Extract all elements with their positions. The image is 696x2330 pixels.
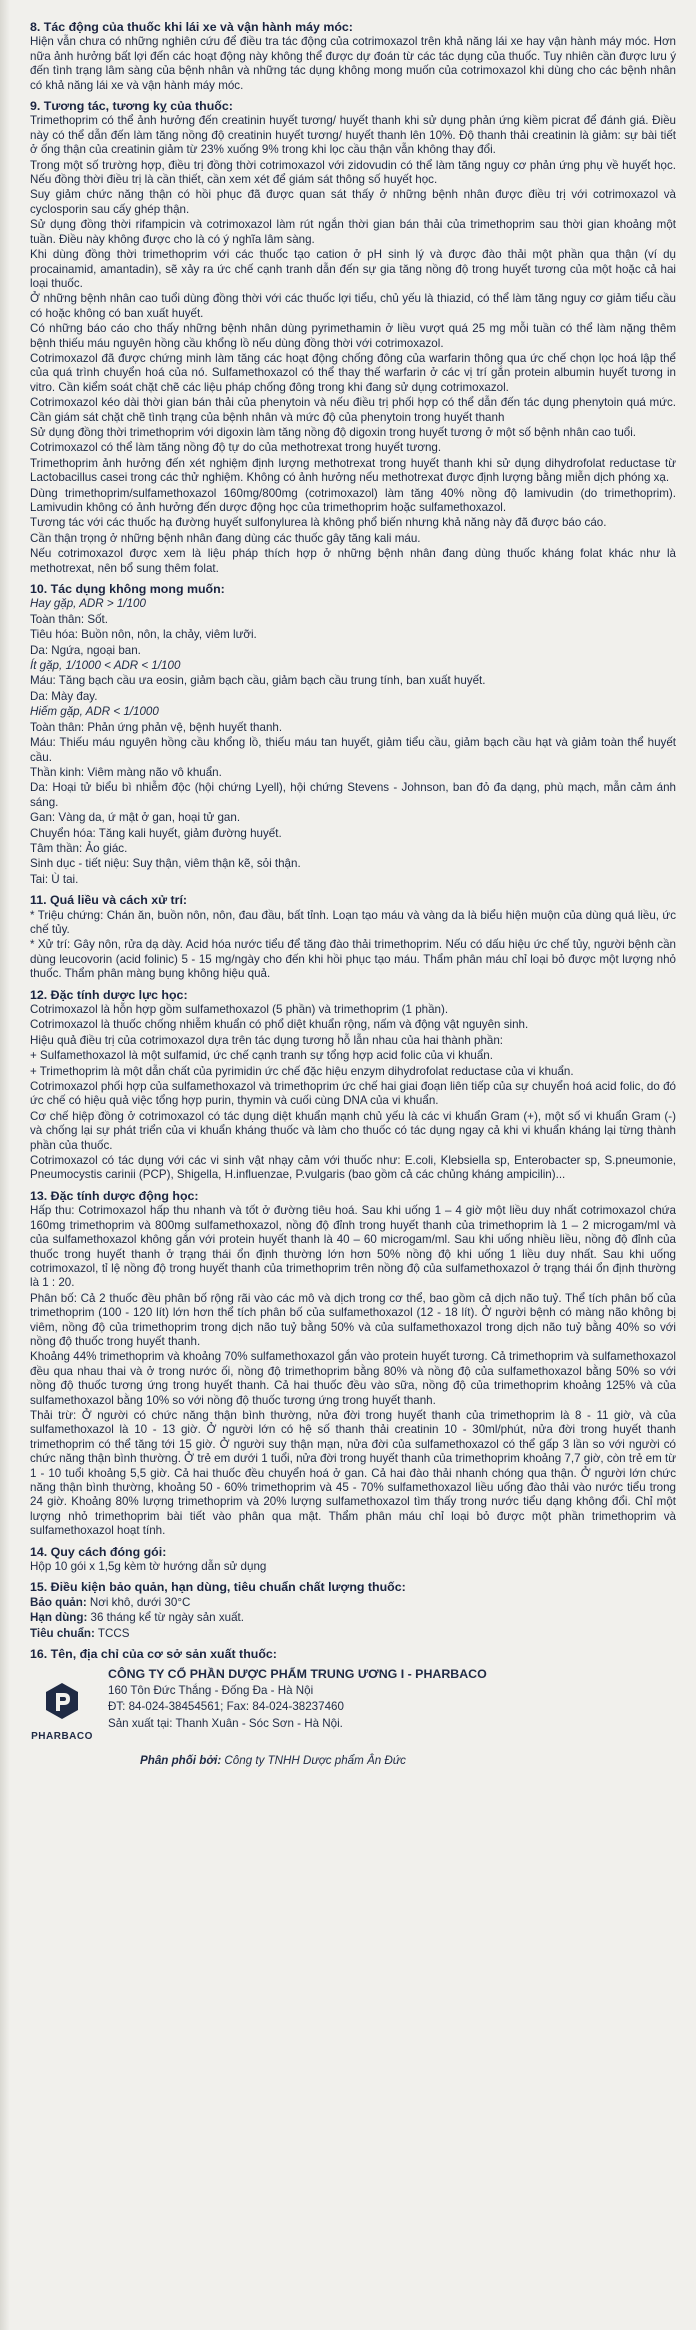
section-14-body: Hộp 10 gói x 1,5g kèm tờ hướng dẫn sử dụng bbox=[30, 1560, 267, 1574]
section-10-body bbox=[30, 597, 676, 887]
s10-paragraph: Sinh dục - tiết niệu: Suy thận, viêm thận kẽ, sỏi thận. bbox=[30, 857, 301, 871]
s12-paragraph: Cotrimoxazol là hỗn hợp gồm sulfamethoxazol (5 phần) và trimethoprim (1 phần). bbox=[30, 1003, 449, 1016]
storage-label: Bảo quản: bbox=[30, 1595, 87, 1609]
s12-paragraph: Cơ chế hiệp đồng ở cotrimoxazol có tác dụng diệt khuẩn mạnh chủ yếu là các vi khuẩn Gram (+), một số vi khuẩn Gram (-) và chống lại sự phát triển của vi khuẩn kháng thuốc và làm cho thuốc có tác dụng ngay cả khi vi khuẩn kháng lại từng thành phần của thuốc. bbox=[30, 1109, 676, 1152]
s9-paragraph: Cotrimoxazol đã được chứng minh làm tăng các hoạt động chống đông của warfarin thông qua ức chế chọn lọc hoá lập thể của quá trình chuyển hoá của nó. Sulfamethoxazol có thể thay thế warfarin ở các vị trí gắn protein albumin huyết tương in vitro. Cần kiểm soát chặt chẽ các liệu pháp chống đông trong khi đang sử dụng cotrimoxazol. bbox=[30, 351, 676, 394]
s10-paragraph: Tai: Ù tai. bbox=[30, 872, 79, 886]
s10-paragraph: Toàn thân: Phản ứng phản vệ, bệnh huyết thanh. bbox=[30, 720, 283, 734]
s9-paragraph: Trong một số trường hợp, điều trị đồng thời cotrimoxazol với zidovudin có thể làm tăng nguy cơ phản ứng phụ về huyết học. Nếu đồng thời điều trị là cần thiết, cần xem xét để giám sát thông số huyết học. bbox=[30, 158, 676, 187]
s10-paragraph: Tâm thần: Ảo giác. bbox=[30, 841, 128, 855]
section-9-title: 9. Tương tác, tương kỵ của thuốc: bbox=[30, 99, 233, 114]
section-11-title: 11. Quá liều và cách xử trí: bbox=[30, 893, 188, 908]
s9-paragraph: Trimethoprim ảnh hưởng đến xét nghiệm định lượng methotrexat trong huyết thanh khi sử dụng dihydrofolat reductase từ Lactobacillus casei trong các thử nghiệm. Không có ảnh hưởng nếu methotrexat được định lượng bằng miễn dịch phóng xạ. bbox=[30, 456, 676, 485]
s12-paragraph: Hiệu quả điều trị của cotrimoxazol dựa trên tác dụng tương hỗ lẫn nhau của hai thành phần: bbox=[30, 1033, 504, 1047]
company-name: CÔNG TY CỔ PHẦN DƯỢC PHẨM TRUNG ƯƠNG I - PHARBACO bbox=[108, 1667, 487, 1682]
section-12-title: 12. Đặc tính dược lực học: bbox=[30, 987, 188, 1002]
s9-paragraph: Suy giảm chức năng thận có hồi phục đã được quan sát thấy ở những bệnh nhân được điều trị với cotrimoxazol và cyclosporin sau cấy ghép thận. bbox=[30, 188, 676, 216]
s10-paragraph: Máu: Thiếu máu nguyên hồng cầu khổng lồ, thiếu máu tan huyết, giảm tiểu cầu, giảm bạch cầu hạt và giảm toàn thể huyết cầu. bbox=[30, 736, 676, 764]
company-address: 160 Tôn Đức Thắng - Đống Đa - Hà Nội bbox=[108, 1683, 314, 1697]
section-8-title: 8. Tác động của thuốc khi lái xe và vận hành máy móc: bbox=[30, 20, 353, 34]
s13-paragraph: Phân bố: Cả 2 thuốc đều phân bố rộng rãi vào các mô và dịch trong cơ thể, bao gồm cả dịch não tuỷ. Thể tích phân bố của trimethoprim (100 - 120 lít) lớn hơn thể tích phân bố của sulfamethoxazol (12 - 18 lít). Ở người bệnh có màng não không bị viêm, nồng độ của trimethoprim trong dịch não tuỷ bằng 50% và của sulfamethoxazol trong dịch não tuỷ bằng 40% so với nồng độ thuốc trong huyết thanh. bbox=[30, 1291, 676, 1348]
distributor-line bbox=[140, 1754, 676, 1768]
company-phone: ĐT: 84-024-38454561; Fax: 84-024-38237460 bbox=[108, 1700, 344, 1714]
s9-paragraph: Trimethoprim có thể ảnh hưởng đến creatinin huyết tương/ huyết thanh khi sử dụng phản ứng kiềm picrat để đánh giá. Điều này có thể dẫn đến làm tăng nồng độ creatinin huyết tương/ huyết thanh lên 10%. Độ thanh thải creatinin là giảm: sự bài tiết ở ống thận của creatinin giảm từ 23% xuống 9% trong khi lọc cầu thận vẫn không thay đổi. bbox=[30, 114, 676, 157]
section-13-title: 13. Đặc tính dược động học: bbox=[30, 1188, 199, 1203]
s10-paragraph: Hiếm gặp, ADR < 1/1000 bbox=[30, 705, 159, 719]
section-13-body bbox=[30, 1204, 676, 1538]
section-16-title: 16. Tên, địa chỉ của cơ sở sản xuất thuốc: bbox=[30, 1647, 277, 1662]
s12-paragraph: + Sulfamethoxazol là một sulfamid, ức chế cạnh tranh sự tổng hợp acid folic của vi khuẩn. bbox=[30, 1049, 493, 1063]
pharbaco-logo bbox=[30, 1681, 94, 1744]
company-info bbox=[108, 1667, 676, 1733]
s9-paragraph: Sử dụng đồng thời trimethoprim với digoxin làm tăng nồng độ digoxin trong huyết tương ở một số bệnh nhân cao tuổi. bbox=[30, 425, 637, 439]
s10-paragraph: Ít gặp, 1/1000 < ADR < 1/100 bbox=[30, 659, 181, 673]
pharbaco-logo-icon bbox=[42, 1681, 82, 1721]
s10-paragraph: Tiêu hóa: Buồn nôn, nôn, la chảy, viêm lưỡi. bbox=[30, 628, 257, 642]
s11-paragraph: * Triệu chứng: Chán ăn, buồn nôn, nôn, đau đầu, bất tỉnh. Loạn tạo máu và vàng da là biểu hiện muộn của dùng quá liều, ức chế tủy. bbox=[30, 908, 676, 936]
storage-line bbox=[30, 1596, 676, 1610]
s12-paragraph: Cotrimoxazol là thuốc chống nhiễm khuẩn có phổ diệt khuẩn rộng, nấm và động vật nguyên sinh. bbox=[30, 1018, 529, 1032]
section-11-body bbox=[30, 909, 676, 982]
s10-paragraph: Toàn thân: Sốt. bbox=[30, 612, 108, 626]
distributor-value: Công ty TNHH Dược phẩm Ân Đức bbox=[221, 1754, 406, 1768]
standard-line bbox=[30, 1627, 676, 1641]
s9-paragraph: Sử dụng đồng thời rifampicin và cotrimoxazol làm rút ngắn thời gian bán thải của trimethoprim sau thời gian khoảng một tuần. Điều này không được cho là có ý nghĩa lâm sàng. bbox=[30, 218, 676, 246]
standard-label: Tiêu chuẩn: bbox=[30, 1626, 95, 1640]
section-14-title: 14. Quy cách đóng gói: bbox=[30, 1544, 167, 1559]
section-10-title: 10. Tác dụng không mong muốn: bbox=[30, 582, 225, 597]
s10-paragraph: Máu: Tăng bạch cầu ưa eosin, giảm bạch cầu, giảm bạch cầu trung tính, ban xuất huyết. bbox=[30, 674, 486, 688]
s10-paragraph: Chuyển hóa: Tăng kali huyết, giảm đường huyết. bbox=[30, 826, 282, 840]
s9-paragraph: Dùng trimethoprim/sulfamethoxazol 160mg/800mg (cotrimoxazol) làm tăng 40% nồng độ lamivudin (do trimethoprim). Lamivudin không có ảnh hưởng đến dược động học của trimethoprim hoặc sulfamethoxazol. bbox=[30, 486, 676, 514]
company-factory: Sản xuất tại: Thanh Xuân - Sóc Sơn - Hà Nội. bbox=[108, 1716, 343, 1730]
s11-paragraph: * Xử trí: Gây nôn, rửa dạ dày. Acid hóa nước tiểu để tăng đào thải trimethoprim. Nếu có dấu hiệu ức chế tủy, người bệnh cần dùng leucovorin (acid folinic) 5 - 15 mg/ngày cho đến khi hồi phục tạo máu. Thẩm phân máu chỉ loại bỏ được một lượng nhỏ thuốc. Thẩm phân màng bụng không hiệu quả. bbox=[30, 938, 676, 981]
section-9-body bbox=[30, 114, 676, 576]
s9-paragraph: Ở những bệnh nhân cao tuổi dùng đồng thời với các thuốc lợi tiểu, chủ yếu là thiazid, có thể làm tăng nguy cơ giảm tiểu cầu có hoặc không có ban xuất huyết. bbox=[30, 292, 676, 320]
logo-text: PHARBACO bbox=[31, 1730, 93, 1742]
expiry-value: 36 tháng kể từ ngày sản xuất. bbox=[87, 1611, 244, 1625]
s9-paragraph: Tương tác với các thuốc hạ đường huyết sulfonylurea là không phổ biến nhưng khả năng này đã được báo cáo. bbox=[30, 516, 607, 530]
s10-paragraph: Thần kinh: Viêm màng não vô khuẩn. bbox=[30, 765, 222, 779]
s9-paragraph: Cotrimoxazol có thể làm tăng nồng độ tự do của methotrexat trong huyết tương. bbox=[30, 441, 442, 455]
expiry-label: Hạn dùng: bbox=[30, 1611, 88, 1625]
storage-value: Nơi khô, dưới 30°C bbox=[86, 1595, 191, 1609]
s13-paragraph: Thải trừ: Ở người có chức năng thận bình thường, nửa đời trong huyết thanh của trimethoprim là 8 - 11 giờ, và của sulfamethoxazol là 10 - 13 giờ. Ở người lớn có hệ số thanh thải creatinin 10 - 30ml/phút, nửa đời trong huyết thanh trimethoprim có thể tăng tới 15 giờ. Ở người suy thận mạn, nửa đời của sulfamethoxazol có thể gấp 3 lần so với người có chức năng thận bình thường. Ở trẻ em dưới 1 tuổi, nửa đời trong huyết thanh của trimethoprim khoảng 7,7 giờ, còn trẻ em từ 1 - 10 tuổi khoảng 5,5 giờ. Cả hai thuốc đều chuyển hoá ở gan. Cả hai đào thải nhanh chóng qua thận. Ở người lớn chức năng thận bình thường, khoảng 50 - 60% trimethoprim và 45 - 70% sulfamethoxazol liều uống đào thải vào nước tiểu trong 24 giờ. Khoảng 80% lượng trimethoprim và 20% lượng sulfamethoxazol tìm thấy trong nước tiểu dạng không đổi. Chỉ một lượng nhỏ trimethoprim bài tiết vào phân qua mật. Thẩm phân máu chỉ loại bỏ được một phần trimethoprim và sulfamethoxazol hoạt tính. bbox=[30, 1408, 676, 1538]
s9-paragraph: Có những báo cáo cho thấy những bệnh nhân dùng pyrimethamin ở liều vượt quá 25 mg mỗi tuần có thể làm nặng thêm bệnh thiếu máu nguyên hồng cầu khổng lồ nếu dùng đồng thời với cotrimoxazol. bbox=[30, 322, 676, 350]
distributor-label: Phân phối bởi: bbox=[140, 1754, 222, 1768]
s9-paragraph: Cần thận trọng ở những bệnh nhân đang dùng các thuốc gây tăng kali máu. bbox=[30, 531, 421, 545]
expiry-line bbox=[30, 1611, 676, 1625]
section-12-body bbox=[30, 1003, 676, 1183]
s10-paragraph: Gan: Vàng da, ứ mật ở gan, hoại tử gan. bbox=[30, 811, 241, 825]
s10-paragraph: Hay gặp, ADR > 1/100 bbox=[30, 597, 146, 611]
s9-paragraph: Nếu cotrimoxazol được xem là liệu pháp thích hợp ở những bệnh nhân đang dùng thuốc kháng folat khác như là methotrexat, nên bổ sung thêm folat. bbox=[30, 547, 676, 575]
s9-paragraph: Cotrimoxazol kéo dài thời gian bán thải của phenytoin và nếu điều trị phối hợp có thể dẫn đến tác dụng phenytoin quá mức. Cần giám sát chặt chẽ tình trạng của bệnh nhân và mức độ của phenytoin trong huyết thanh bbox=[30, 396, 676, 424]
section-15-title: 15. Điều kiện bảo quản, hạn dùng, tiêu chuẩn chất lượng thuốc: bbox=[30, 1580, 406, 1595]
s10-paragraph: Da: Hoại tử biểu bì nhiễm độc (hội chứng Lyell), hội chứng Stevens - Johnson, ban đỏ đa dạng, phù mạch, mẫn cảm ánh sáng. bbox=[30, 781, 676, 809]
section-8-body: Hiện vẫn chưa có những nghiên cứu để điều tra tác động của cotrimoxazol trên khả năng lái xe hay vận hành máy móc. Hơn nữa ảnh hưởng bất lợi đến các hoạt động này không thể được dự đoán từ các tác dụng của thuốc. Tuy nhiên cần được lưu ý đến tình trạng lâm sàng của bệnh nhân và những tác dụng không mong muốn của cotrimoxazol khi dùng cho các bệnh nhân có khả năng lái xe và vận hành máy móc. bbox=[30, 35, 676, 92]
manufacturer-block bbox=[30, 1667, 676, 1744]
standard-value: TCCS bbox=[94, 1626, 130, 1640]
s10-paragraph: Da: Mày đay. bbox=[30, 689, 98, 703]
s12-paragraph: + Trimethoprim là một dẫn chất của pyrimidin ức chế đặc hiệu enzym dihydrofolat reductase của vi khuẩn. bbox=[30, 1064, 574, 1078]
s12-paragraph: Cotrimoxazol có tác dụng với các vi sinh vật nhạy cảm với thuốc như: E.coli, Klebsiella sp, Enterobacter sp, S.pneumonie, Pneumocystis carinii (PCP), Shigella, H.influenzae, P.vulgaris (bao gồm cả các chủng kháng ampicilin)... bbox=[30, 1154, 676, 1182]
s9-paragraph: Khi dùng đồng thời trimethoprim với các thuốc tạo cation ở pH sinh lý và được đào thải một phần qua thận (ví dụ procainamid, amantadin), sẽ xảy ra ức chế cạnh tranh dẫn đến sự gia tăng nồng độ trong huyết tương của một hoặc cả hai loại thuốc. bbox=[30, 248, 676, 290]
s12-paragraph: Cotrimoxazol phối hợp của sulfamethoxazol và trimethoprim ức chế hai giai đoạn liên tiếp của sự chuyển hoá acid folic, do đó ức chế có hiệu quả việc tổng hợp purin, thymin và cuối cùng DNA của vi khuẩn. bbox=[30, 1080, 676, 1108]
s13-paragraph: Hấp thu: Cotrimoxazol hấp thu nhanh và tốt ở đường tiêu hoá. Sau khi uống 1 – 4 giờ một liều duy nhất cotrimoxazol chứa 160mg trimethoprim và 800mg sulfamethoxazol, nồng độ đỉnh trong huyết thanh của trimethoprim là 1 – 2 microgam/ml và của sulfamethoxazol không gắn với protein huyết thanh là 40 – 60 microgam/ml. Sau khi uống nhiều liều, nồng độ đỉnh của thuốc trong huyết thanh ở trạng thái ổn định thường lớn hơn 50% nồng độ khi uống 1 liều duy nhất. Sau khi uống cotrimoxazol, tỉ lệ nồng độ trong huyết thanh của trimethoprim trên nồng độ của sulfamethoxazol ở trạng thái ổn định thường là 1 : 20. bbox=[30, 1204, 676, 1290]
s13-paragraph: Khoảng 44% trimethoprim và khoảng 70% sulfamethoxazol gắn vào protein huyết tương. Cả trimethoprim và sulfamethoxazol đều qua nhau thai và ở trong nước ối, nồng độ trimethoprim bằng 80% và nồng độ của sulfamethoxazol bằng 50% so với nồng độ thuốc tương ứng trong huyết thanh. Cả hai thuốc đều vào sữa, nồng độ của trimethoprim khoảng 125% và của sulfamethoxazol bằng 10% so với nồng độ thuốc tương ứng trong huyết thanh. bbox=[30, 1350, 676, 1407]
s10-paragraph: Da: Ngứa, ngoại ban. bbox=[30, 643, 141, 657]
